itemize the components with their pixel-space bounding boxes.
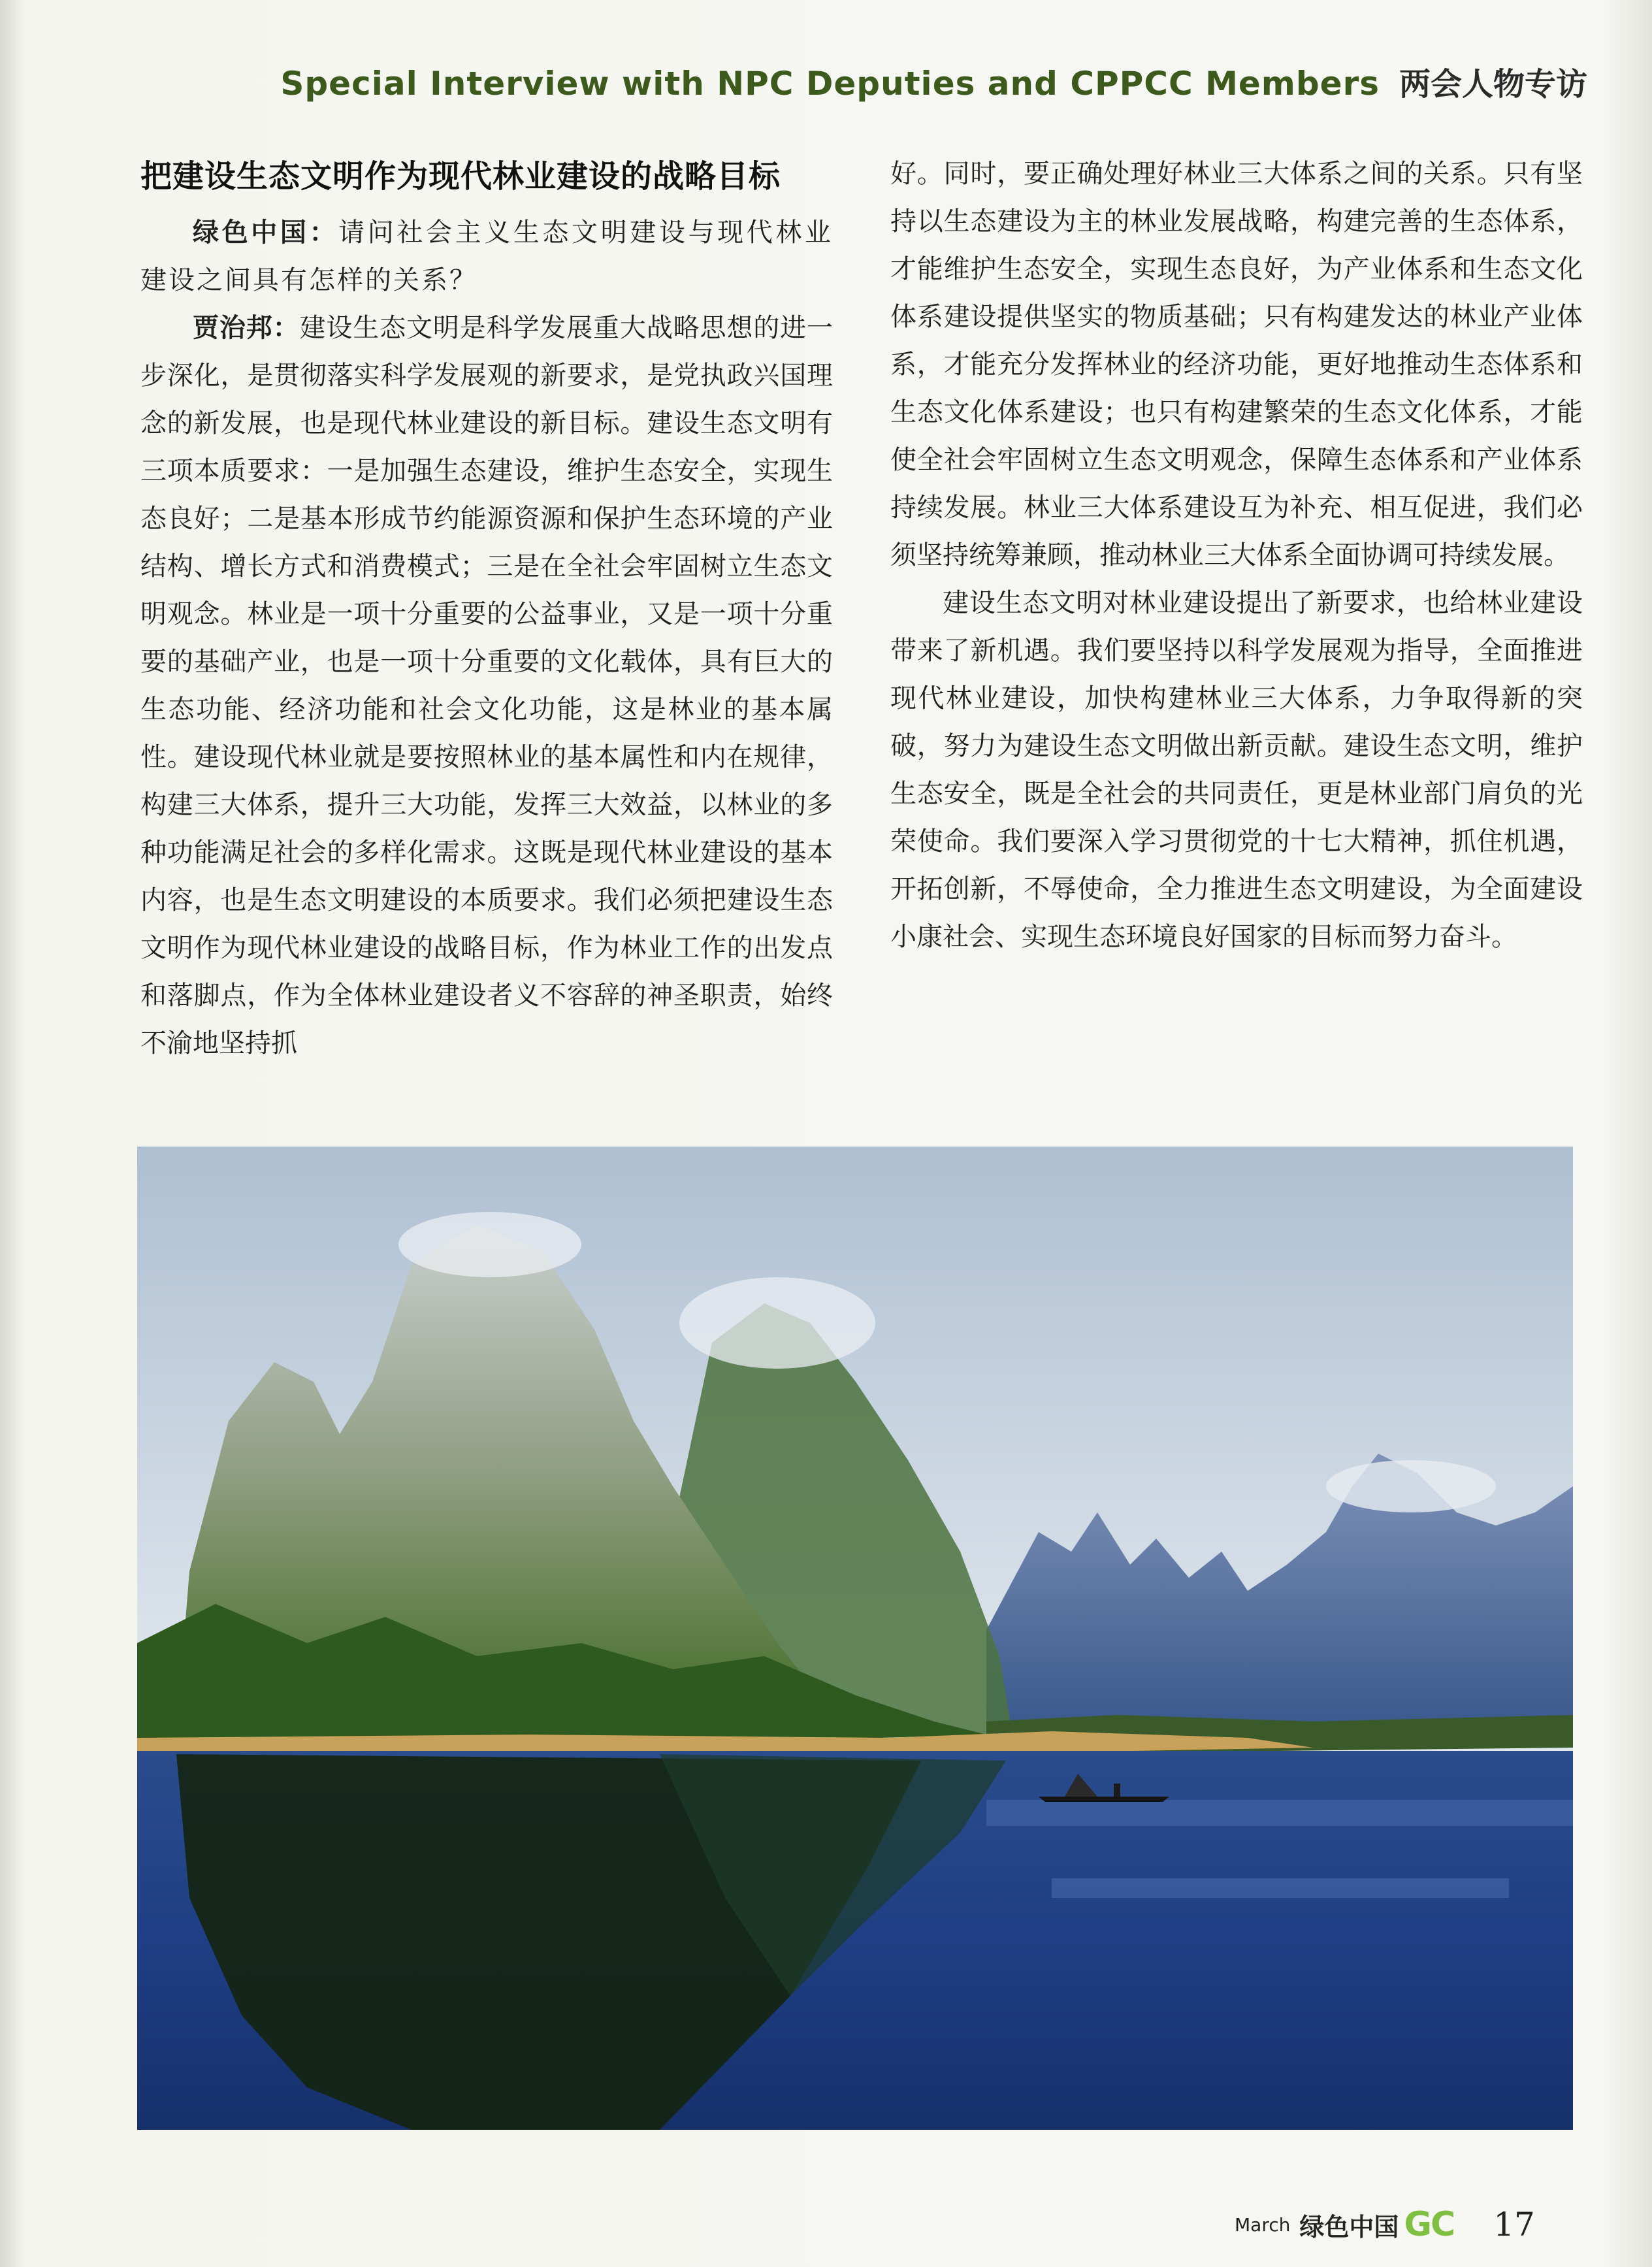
section-header [268,59,1587,104]
answer-paragraph [140,304,833,1068]
landscape-photo [137,1147,1573,2130]
page-number: 17 [1493,2206,1535,2243]
header-chinese: 两会人物专访 [1399,66,1587,103]
right-column [890,150,1583,1091]
footer-magazine-name: 绿色中国 [1299,2212,1399,2242]
page-footer [1235,2202,1600,2247]
gc-logo-icon: GC [1404,2205,1455,2244]
footer-month: March [1235,2213,1291,2236]
question-text: 请问社会主义生态文明建设与现代林业建设之间具有怎样的关系？ [140,218,833,295]
right-paragraph-1: 好。同时，要正确处理好林业三大体系之间的关系。只有坚持以生态建设为主的林业发展战略，构建完善的生态体系，才能维护生态安全，实现生态良好，为产业体系和生态文化体系建设提供坚实的物质基础；只有构建发达的林业产业体系，才能充分发挥林业的经济功能，更好地推动生态体系和生态文化体系建设；也只有构建繁荣的生态文化体系，才能使全社会牢固树立生态文明观念，保障生态体系和产业体系持续发展。林业三大体系建设互为补充、相互促进，我们必须坚持统筹兼顾，推动林业三大体系全面协调可持续发展。 [890,159,1583,570]
answer-speaker: 贾治邦： [193,313,300,343]
header-english: Special Interview with NPC Deputies and CPPCC Members [280,65,1380,103]
question-paragraph [140,209,833,304]
article-body [140,150,1584,1091]
right-paragraph-2: 建设生态文明对林业建设提出了新要求，也给林业建设带来了新机遇。我们要坚持以科学发展观为指导，全面推进现代林业建设，加快构建林业三大体系，力争取得新的突破，努力为建设生态文明做出新贡献。建设生态文明，维护生态安全，既是全社会的共同责任，更是林业部门肩负的光荣使命。我们要深入学习贯彻党的十七大精神，抓住机遇，开拓创新，不辱使命，全力推进生态文明建设，为全面建设小康社会、实现生态环境良好国家的目标而努力奋斗。 [890,588,1583,952]
answer-text: 建设生态文明是科学发展重大战略思想的进一步深化，是贯彻落实科学发展观的新要求，是党执政兴国理念的新发展，也是现代林业建设的新目标。建设生态文明有三项本质要求：一是加强生态建设，维护生态安全，实现生态良好；二是基本形成节约能源资源和保护生态环境的产业结构、增长方式和消费模式；三是在全社会牢固树立生态文明观念。林业是一项十分重要的公益事业，又是一项十分重要的基础产业，也是一项十分重要的文化载体，具有巨大的生态功能、经济功能和社会文化功能，这是林业的基本属性。建设现代林业就是要按照林业的基本属性和内在规律，构建三大体系，提升三大功能，发挥三大效益，以林业的多种功能满足社会的多样化需求。这既是现代林业建设的基本内容，也是生态文明建设的本质要求。我们必须把建设生态文明作为现代林业建设的战略目标，作为林业工作的出发点和落脚点，作为全体林业建设者义不容辞的神圣职责，始终不渝地坚持抓 [140,313,833,1058]
question-speaker: 绿色中国： [193,218,339,248]
left-column [140,150,833,1091]
article-title: 把建设生态文明作为现代林业建设的战略目标 [140,158,781,195]
